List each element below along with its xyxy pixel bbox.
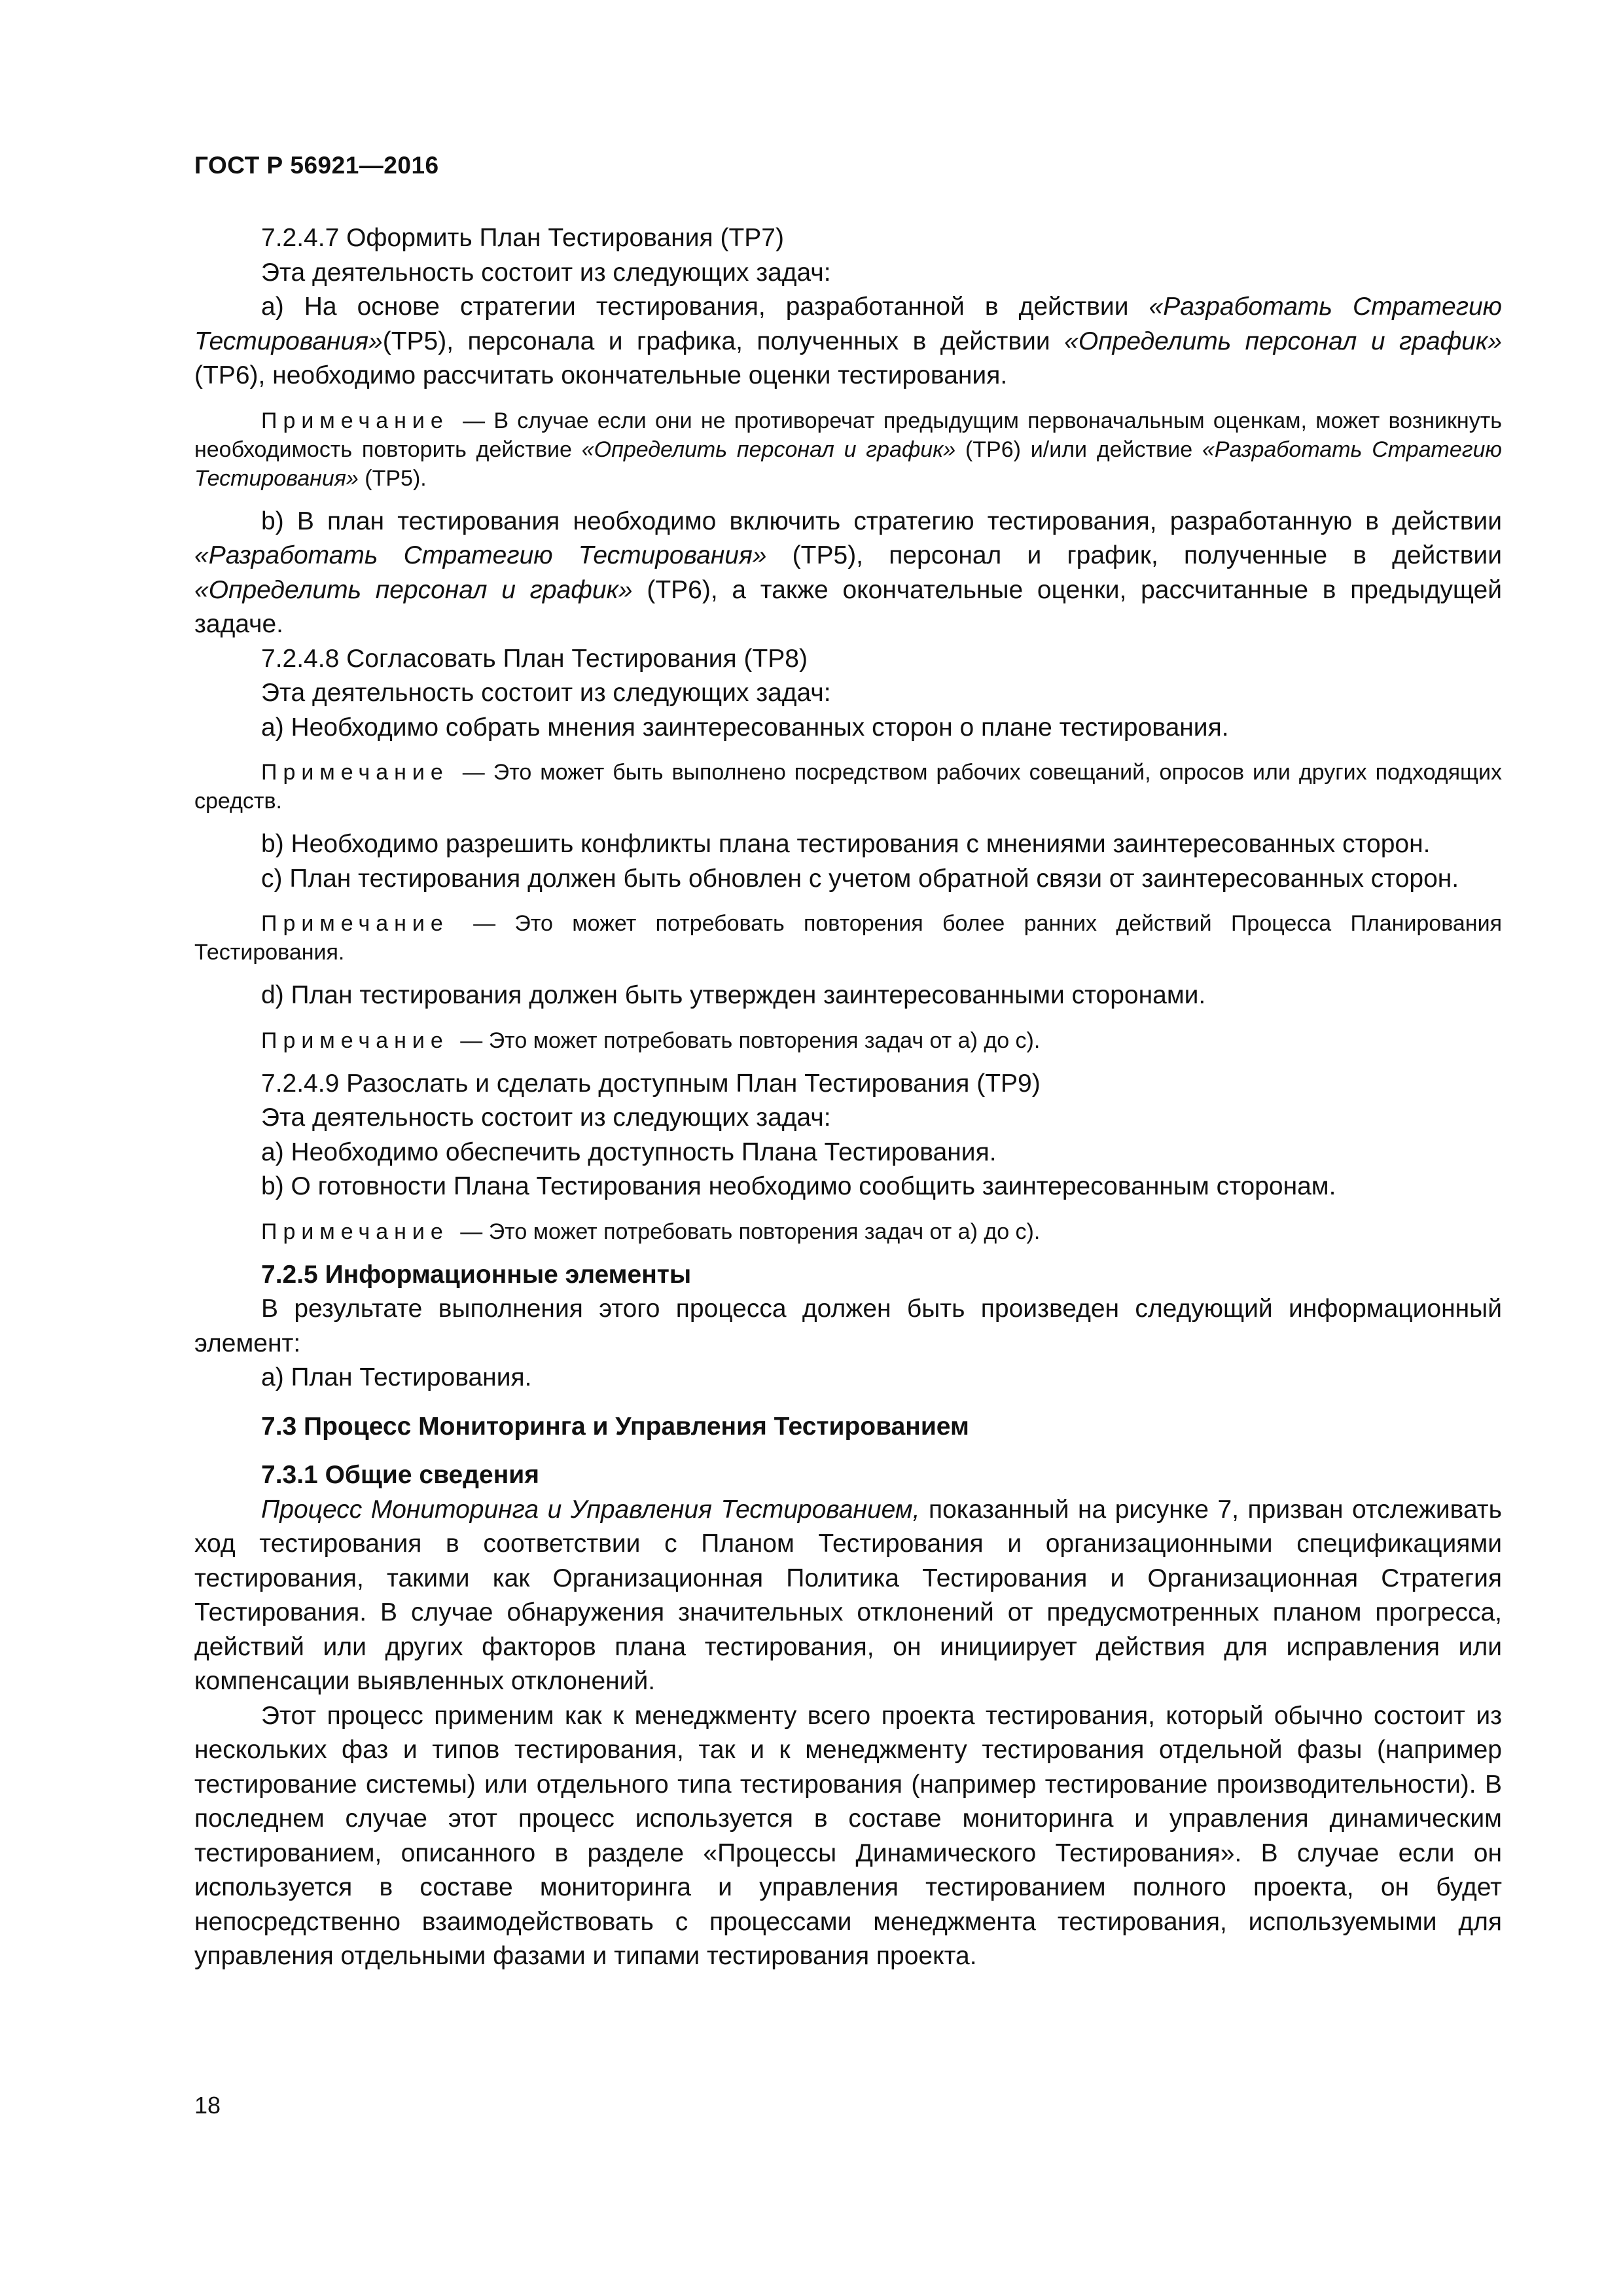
task-7-2-4-8-b: b) Необходимо разрешить конфликты плана тестирования с мнениями заинтересованных сторон. (261, 830, 1431, 858)
section-7-2-5-text: В результате выполнения этого процесса должен быть произведен следующий информационный элемент: (194, 1295, 1502, 1357)
section-7-2-4-8-intro: Эта деятельность состоит из следующих задач: (261, 679, 831, 707)
task-7-2-4-7-a: а) На основе стратегии тестирования, разработанной в действии «Разработать Стратегию Тестирования»(TP5), персонала и графика, полученных в действии «Определить персонал и график» (TP6), необходимо рассчитать окончательные оценки тестирования. (194, 293, 1502, 389)
note-5: Примечание — Это может потребовать повторения задач от а) до с). (261, 1219, 1041, 1244)
note-label: Примечание (261, 408, 449, 433)
note-3: Примечание — Это может потребовать повторения более ранних действий Процесса Планирования Тестирования. (194, 911, 1502, 965)
task-7-2-4-9-b: b) О готовности Плана Тестирования необходимо сообщить заинтересованным сторонам. (261, 1172, 1336, 1200)
note-label: Примечание (261, 1028, 449, 1053)
note-label: Примечание (261, 911, 449, 936)
section-7-2-4-9-intro: Эта деятельность состоит из следующих задач: (261, 1103, 831, 1132)
note-4: Примечание — Это может потребовать повторения задач от а) до с). (261, 1028, 1041, 1053)
section-7-3-title: 7.3 Процесс Мониторинга и Управления Тестированием (261, 1412, 969, 1441)
section-7-2-5-title: 7.2.5 Информационные элементы (261, 1260, 692, 1289)
document-id-header: ГОСТ Р 56921—2016 (194, 152, 439, 179)
task-7-2-4-8-c: c) План тестирования должен быть обновлен с учетом обратной связи от заинтересованных сторон. (261, 864, 1459, 893)
note-label: Примечание (261, 1219, 449, 1244)
note-label: Примечание (261, 760, 449, 785)
section-7-2-4-7-title: 7.2.4.7 Оформить План Тестирования (TP7) (261, 224, 784, 252)
task-7-2-4-8-a: а) Необходимо собрать мнения заинтересованных сторон о плане тестирования. (261, 713, 1229, 742)
task-7-2-4-7-b: b) В план тестирования необходимо включить стратегию тестирования, разработанную в действии «Разработать Стратегию Тестирования» (TP5), персонал и график, полученные в действии «Определить персонал и график» (TP6), а также окончательные оценки, рассчитанные в предыдущей задаче. (194, 507, 1502, 638)
section-7-3-1-paragraph-1: Процесс Мониторинга и Управления Тестированием, показанный на рисунке 7, призван отслеживать ход тестирования в соответствии с Планом Тестирования и организационными спецификациями тестирования, такими как Организационная Политика Тестирования и Организационная Стратегия Тестирования. В случае обнаружения значительных отклонений от предусмотренных планом прогресса, действий или других факторов плана тестирования, он инициирует действия для исправления или компенсации выявленных отклонений. (194, 1495, 1502, 1695)
section-7-2-4-8-title: 7.2.4.8 Согласовать План Тестирования (TP8) (261, 644, 808, 673)
section-7-3-1-title: 7.3.1 Общие сведения (261, 1461, 539, 1489)
section-7-2-4-7-intro: Эта деятельность состоит из следующих задач: (261, 258, 831, 287)
document-body (194, 221, 1502, 1974)
item-7-2-5-a: а) План Тестирования. (261, 1363, 532, 1391)
page-number: 18 (194, 2092, 221, 2119)
section-7-2-4-9-title: 7.2.4.9 Разослать и сделать доступным План Тестирования (TP9) (261, 1069, 1041, 1098)
task-7-2-4-8-d: d) План тестирования должен быть утвержден заинтересованными сторонами. (261, 981, 1206, 1009)
task-7-2-4-9-a: а) Необходимо обеспечить доступность Плана Тестирования. (261, 1138, 997, 1166)
note-2: Примечание — Это может быть выполнено посредством рабочих совещаний, опросов или других подходящих средств. (194, 760, 1502, 814)
section-7-3-1-paragraph-2: Этот процесс применим как к менеджменту всего проекта тестирования, который обычно состоит из нескольких фаз и типов тестирования, так и к менеджменту тестирования отдельной фазы (например тестирование системы) или отдельного типа тестирования (например тестирование производительности). В последнем случае этот процесс используется в составе мониторинга и управления динамическим тестированием, описанного в разделе «Процессы Динамического Тестирования». В случае если он используется в составе мониторинга и управления тестированием полного проекта, он будет непосредственно взаимодействовать с процессами менеджмента тестирования, используемыми для управления отдельными фазами и типами тестирования проекта. (194, 1701, 1502, 1970)
note-1: Примечание — В случае если они не противоречат предыдущим первоначальным оценкам, может возникнуть необходимость повторить действие «Определить персонал и график» (TP6) и/или действие «Разработать Стратегию Тестирования» (TP5). (194, 408, 1502, 491)
